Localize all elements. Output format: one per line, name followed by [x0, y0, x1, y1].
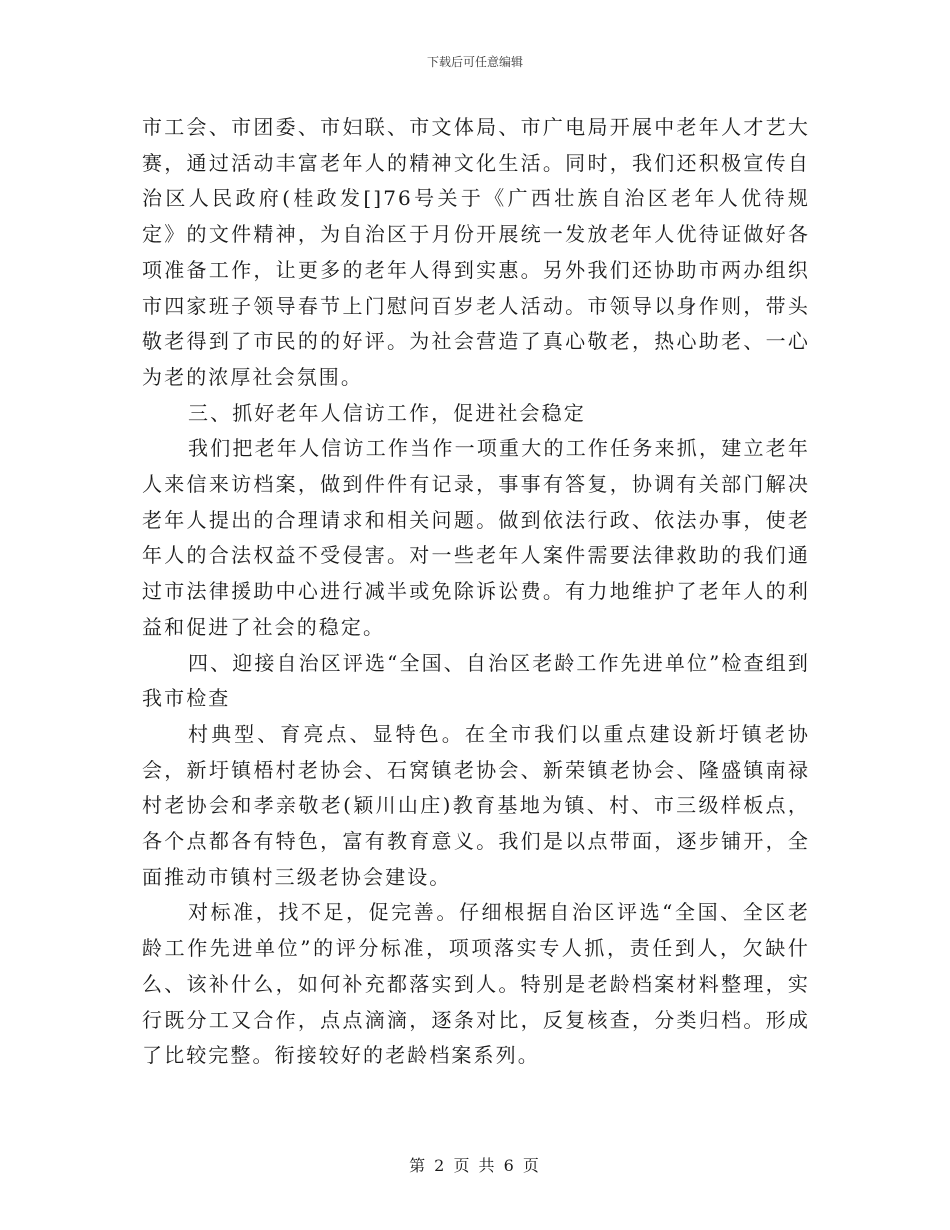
section-heading-four: 四、迎接自治区评选“全国、自治区老龄工作先进单位”检查组到我市检查 — [142, 650, 810, 711]
paragraph-continuation: 市工会、市团委、市妇联、市文体局、市广电局开展中老年人才艺大赛，通过活动丰富老年人的精神文化生活。同时，我们还积极宣传自治区人民政府(桂政发[]76号关于《广西壮族自治区老年人优待规定》的文件精神，为自治区于月份开展统一发放老年人优待证做好各项准备工作，让更多的老年人得到实惠。另外我们还协助市两办组织市四家班子领导春节上门慰问百岁老人活动。市领导以身作则，带头敬老得到了市民的的好评。为社会营造了真心敬老，热心助老、一心为老的浓厚社会氛围。 — [142, 115, 810, 389]
document-body — [142, 110, 810, 1074]
section-heading-three: 三、抓好老年人信访工作，促进社会稳定 — [188, 400, 586, 425]
page-header: 下载后可任意编辑 — [426, 55, 523, 69]
paragraph-petition-work: 我们把老年人信访工作当作一项重大的工作任务来抓，建立老年人来信来访档案，做到件件有记录，事事有答复，协调有关部门解决老年人提出的合理请求和相关问题。做到依法行政、依法办事，使老年人的合法权益不受侵害。对一些老年人案件需要法律救助的我们通过市法律援助中心进行减半或免除诉讼费。有力地维护了老年人的利益和促进了社会的稳定。 — [142, 436, 810, 639]
paragraph-model-sites: 村典型、育亮点、显特色。在全市我们以重点建设新圩镇老协会，新圩镇梧村老协会、石窝镇老协会、新荣镇老协会、隆盛镇南禄村老协会和孝亲敬老(颖川山庄)教育基地为镇、村、市三级样板点，各个点都各有特色，富有教育意义。我们是以点带面，逐步铺开，全面推动市镇村三级老协会建设。 — [142, 721, 810, 889]
page-number: 第 2 页 共 6 页 — [409, 1156, 541, 1175]
paragraph-standards: 对标准，找不足，促完善。仔细根据自治区评选“全国、全区老龄工作先进单位”的评分标准，项项落实专人抓，责任到人，欠缺什么、该补什么，如何补充都落实到人。特别是老龄档案材料整理，实行既分工又合作，点点滴滴，逐条对比，反复核查，分类归档。形成了比较完整。衔接较好的老龄档案系列。 — [142, 900, 810, 1068]
